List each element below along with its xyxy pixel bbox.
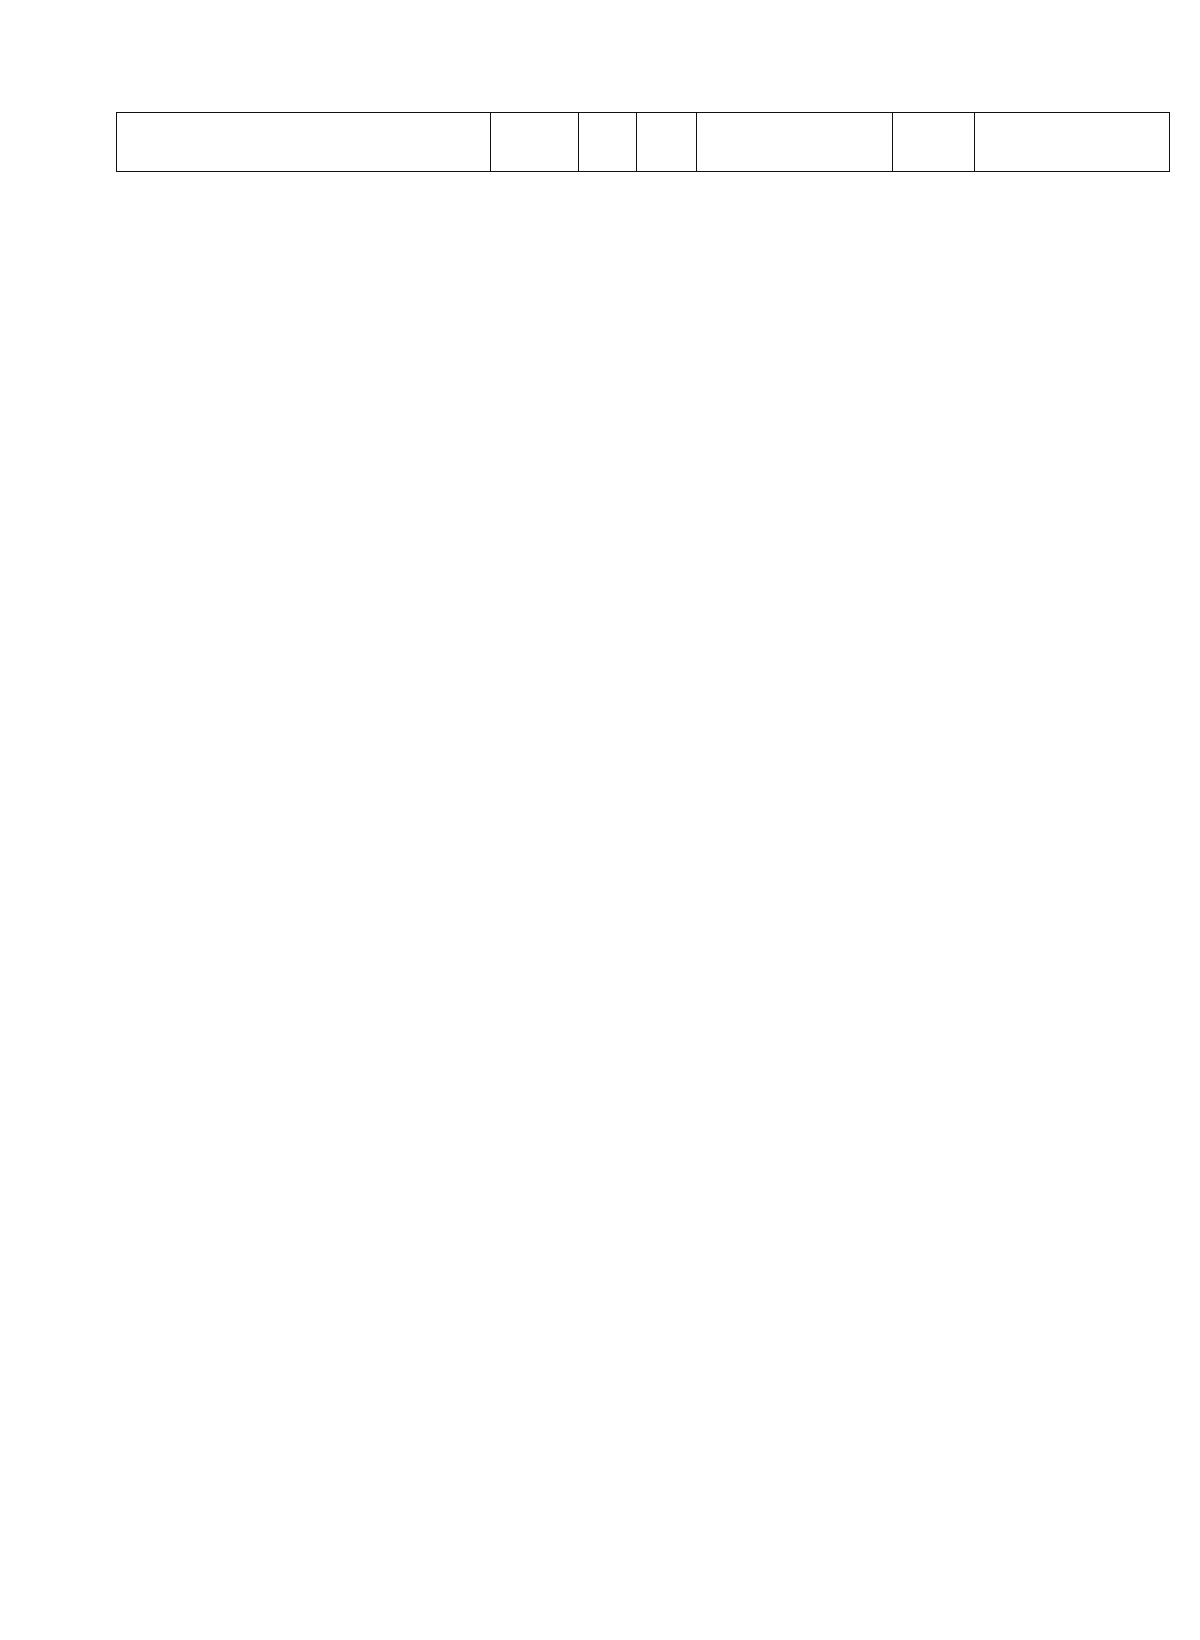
header-pr [637,113,697,171]
header-sum [975,113,1169,171]
header-name [117,113,491,171]
header-csr [697,113,893,171]
table-header [116,112,1170,172]
header-vr [893,113,975,171]
header-kvsr [491,113,579,171]
header-rz [579,113,637,171]
